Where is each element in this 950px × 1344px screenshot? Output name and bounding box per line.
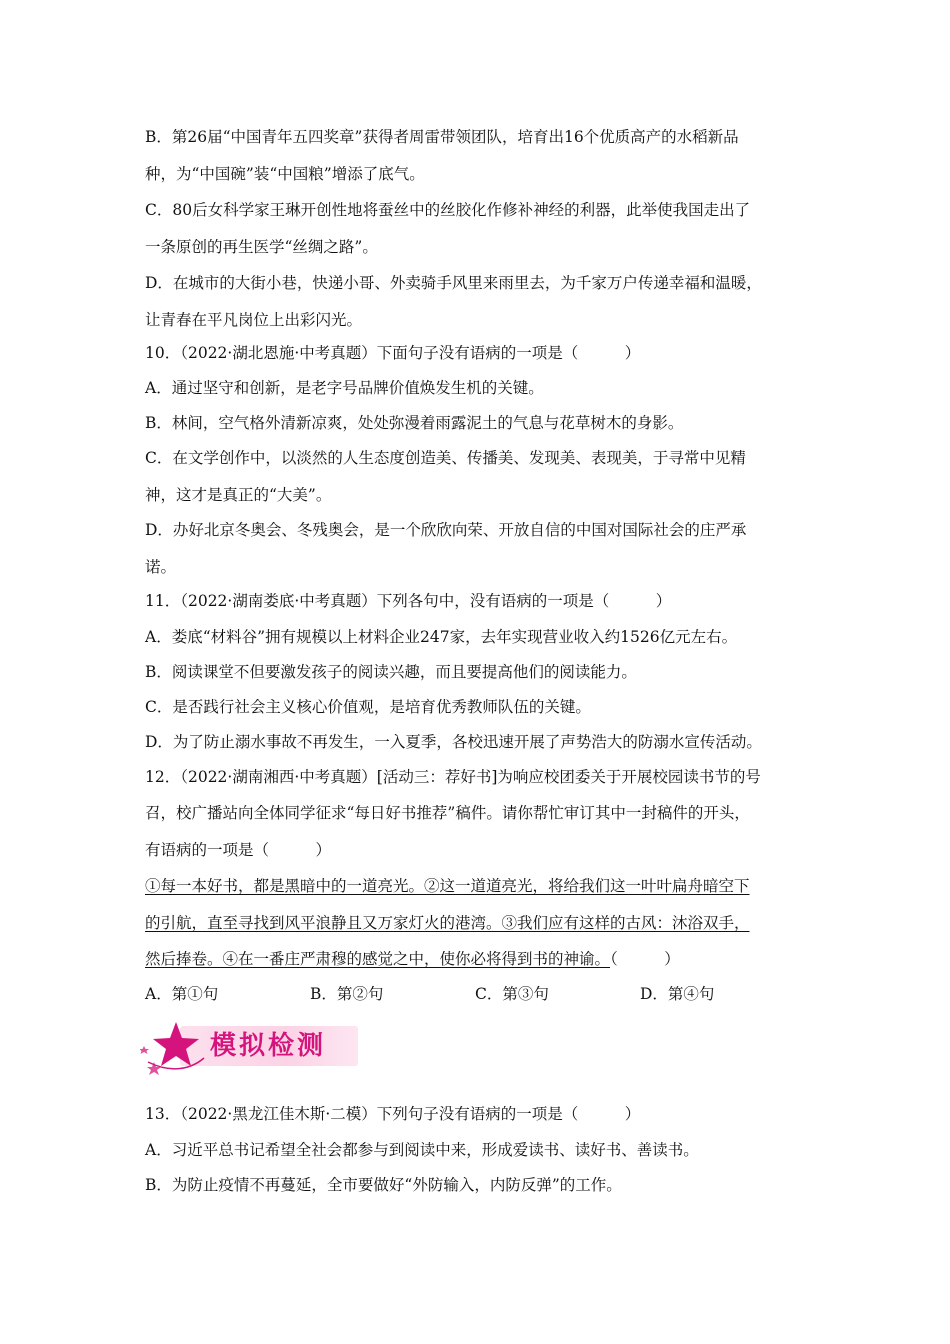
- option-d: D．第④句: [640, 985, 715, 1003]
- question-13-stem: 13．（2022·黑龙江佳木斯·二模）下列句子没有语病的一项是（ ）: [145, 1105, 641, 1123]
- option-d: D．办好北京冬奥会、冬残奥会，是一个欣欣向荣、开放自信的中国对国际社会的庄严承: [145, 521, 747, 539]
- star-icon: [140, 1018, 210, 1076]
- text-line: 神，这才是真正的“大美”。: [145, 486, 332, 504]
- answer-blank: （ ）: [610, 950, 680, 968]
- text-line: 种，为“中国碗”装“中国粮”增添了底气。: [145, 165, 425, 183]
- underlined-passage-line: 然后捧卷。④在一番庄严肃穆的感觉之中，使你必将得到书的神谕。: [145, 950, 611, 968]
- text-line: B．第26届“中国青年五四奖章”获得者周雷带领团队，培育出16个优质高产的水稻新品: [145, 128, 739, 146]
- option-c: C．在文学创作中，以淡然的人生态度创造美、传播美、发现美、表现美，于寻常中见精: [145, 449, 746, 467]
- option-c: C．是否践行社会主义核心价值观，是培育优秀教师队伍的关键。: [145, 698, 591, 716]
- option-a: A．习近平总书记希望全社会都参与到阅读中来，形成爱读书、读好书、善读书。: [145, 1141, 699, 1159]
- option-c: C．第③句: [475, 985, 549, 1003]
- text-line: 一条原创的再生医学“丝绸之路”。: [145, 238, 378, 256]
- passage-last-line: [145, 948, 680, 970]
- question-12-options: [145, 983, 805, 1005]
- option-a: A．娄底“材料谷”拥有规模以上材料企业247家，去年实现营业收入约1526亿元左右。: [145, 628, 738, 646]
- text-line: C．80后女科学家王琳开创性地将蚕丝中的丝胶化作修补神经的利器，此举使我国走出了: [145, 201, 751, 219]
- option-b: B．为防止疫情不再蔓延，全市要做好“外防输入，内防反弹”的工作。: [145, 1176, 622, 1194]
- text-line: D．在城市的大街小巷，快递小哥、外卖骑手风里来雨里去，为千家万户传递幸福和温暖，: [145, 274, 762, 292]
- banner-title: 模拟检测: [210, 1031, 327, 1061]
- question-12-stem: 12．（2022·湖南湘西·中考真题）[活动三：荐好书]为响应校团委关于开展校园读书节的号: [145, 768, 761, 786]
- text-line: 召，校广播站向全体同学征求“每日好书推荐”稿件。请你帮忙审订其中一封稿件的开头，: [145, 804, 750, 822]
- text-line: 诺。: [145, 558, 177, 576]
- option-a: A．第①句: [145, 985, 219, 1003]
- underlined-passage-line: ①每一本好书，都是黑暗中的一道亮光。②这一道道亮光，将给我们这一叶叶扁舟暗空下: [145, 877, 750, 895]
- option-a: A．通过坚守和创新，是老字号品牌价值焕发生机的关键。: [145, 379, 544, 397]
- underlined-passage-line: 的引航，直至寻找到风平浪静且又万家灯火的港湾。③我们应有这样的古风：沐浴双手，: [145, 914, 750, 932]
- text-line: 有语病的一项是（ ）: [145, 841, 332, 859]
- option-b: B．阅读课堂不但要激发孩子的阅读兴趣，而且要提高他们的阅读能力。: [145, 663, 637, 681]
- option-b: B．林间，空气格外清新凉爽，处处弥漫着雨露泥土的气息与花草树木的身影。: [145, 414, 684, 432]
- question-10-stem: 10．（2022·湖北恩施·中考真题）下面句子没有语病的一项是（ ）: [145, 344, 641, 362]
- option-b: B．第②句: [310, 985, 384, 1003]
- question-11-stem: 11．（2022·湖南娄底·中考真题）下列各句中，没有语病的一项是（ ）: [145, 592, 672, 610]
- text-line: 让青春在平凡岗位上出彩闪光。: [145, 311, 363, 329]
- option-d: D．为了防止溺水事故不再发生，一入夏季，各校迅速开展了声势浩大的防溺水宣传活动。: [145, 733, 762, 751]
- section-banner: [140, 1018, 360, 1076]
